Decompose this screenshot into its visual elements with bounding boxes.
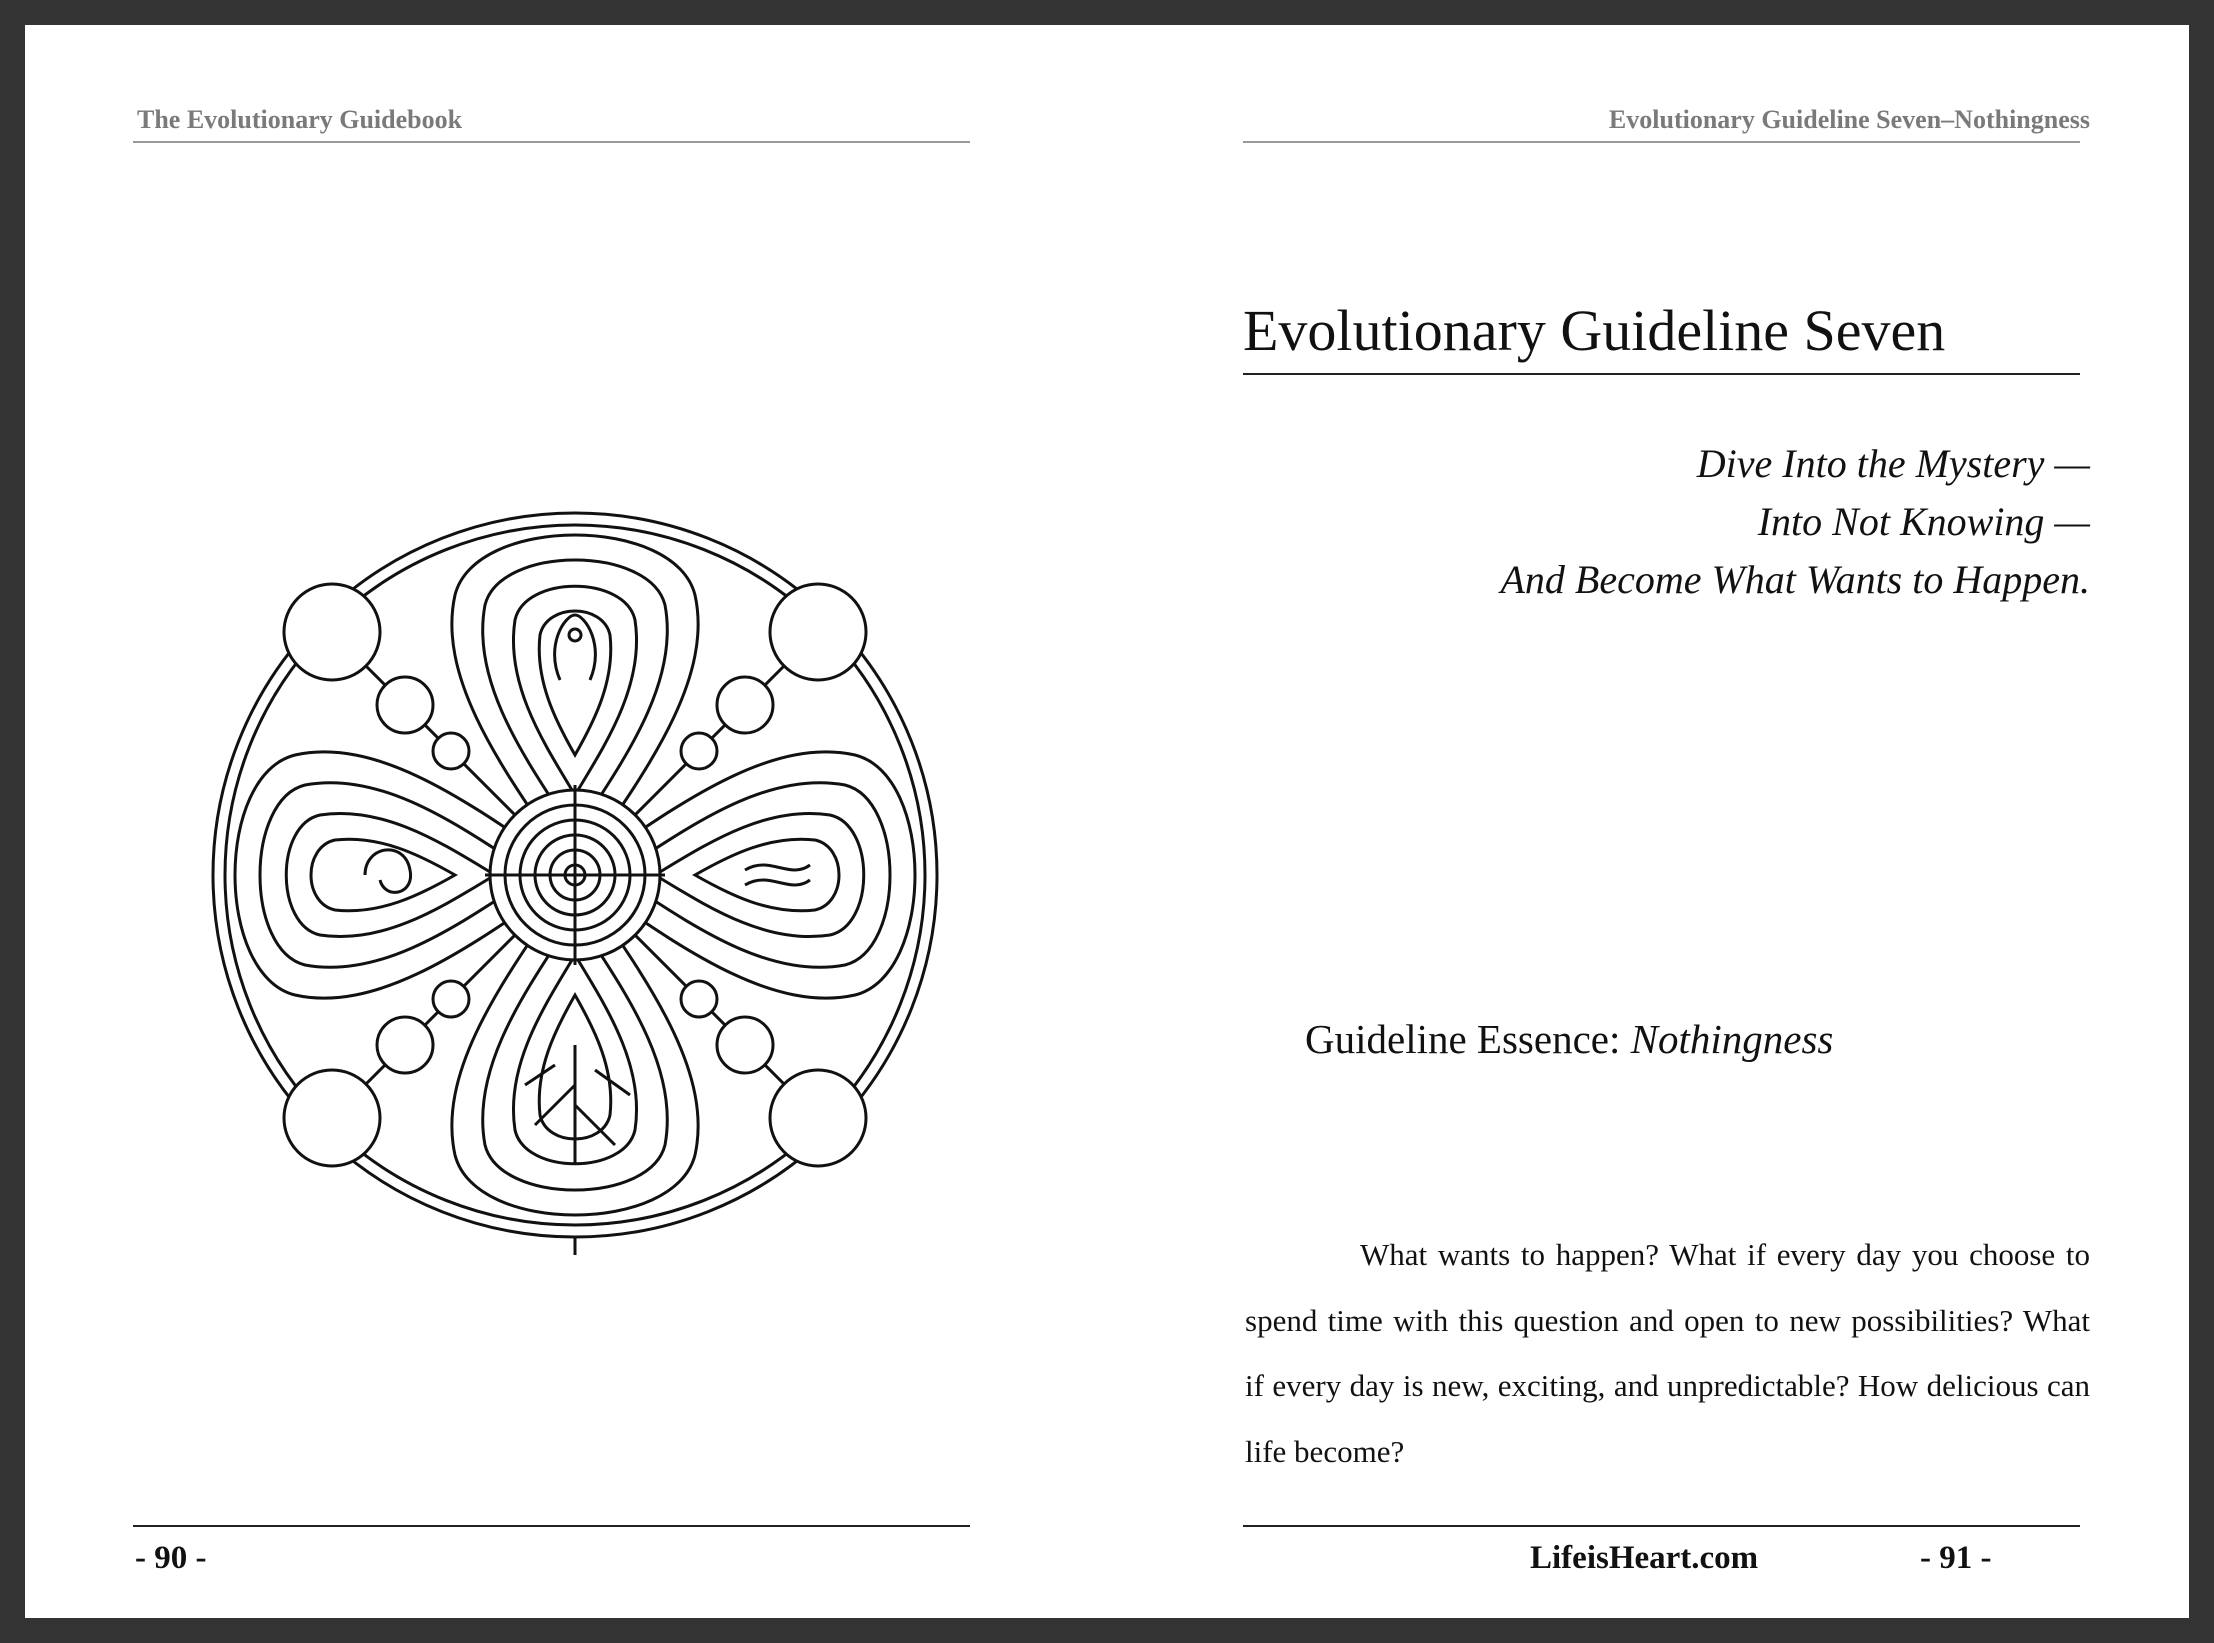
- subtitle-line: And Become What Wants to Happen.: [1500, 557, 2090, 602]
- subtitle-line: Into Not Knowing —: [1757, 499, 2090, 544]
- left-page-number: - 90 -: [135, 1540, 207, 1576]
- left-running-header: The Evolutionary Guidebook: [137, 105, 463, 134]
- footer-site-link: LifeisHeart.com: [1530, 1540, 1759, 1576]
- right-running-header: Evolutionary Guideline Seven–Nothingness: [1608, 105, 2090, 134]
- essence-value: Nothingness: [1630, 1016, 1834, 1062]
- chapter-subtitle: [1190, 435, 2090, 609]
- subtitle-line: Dive Into the Mystery —: [1696, 441, 2090, 486]
- book-spread: [25, 25, 2189, 1618]
- right-page-number: - 91 -: [1920, 1540, 1992, 1576]
- body-paragraph: What wants to happen? What if every day you choose to spend time with this question and open to new possibilities? What if every day is new, exciting, and unpredictable? How delicious can life become?: [1245, 1237, 2090, 1469]
- right-footer-rule: [1243, 1525, 2080, 1527]
- labyrinth-mandala-illustration: [185, 485, 965, 1265]
- guideline-essence: [1305, 1015, 1833, 1063]
- essence-label: Guideline Essence:: [1305, 1016, 1621, 1062]
- title-rule: [1243, 373, 2080, 375]
- left-header-rule: [133, 141, 970, 143]
- right-header-rule: [1243, 141, 2080, 143]
- chapter-title: Evolutionary Guideline Seven: [1243, 298, 1946, 363]
- left-footer-rule: [133, 1525, 970, 1527]
